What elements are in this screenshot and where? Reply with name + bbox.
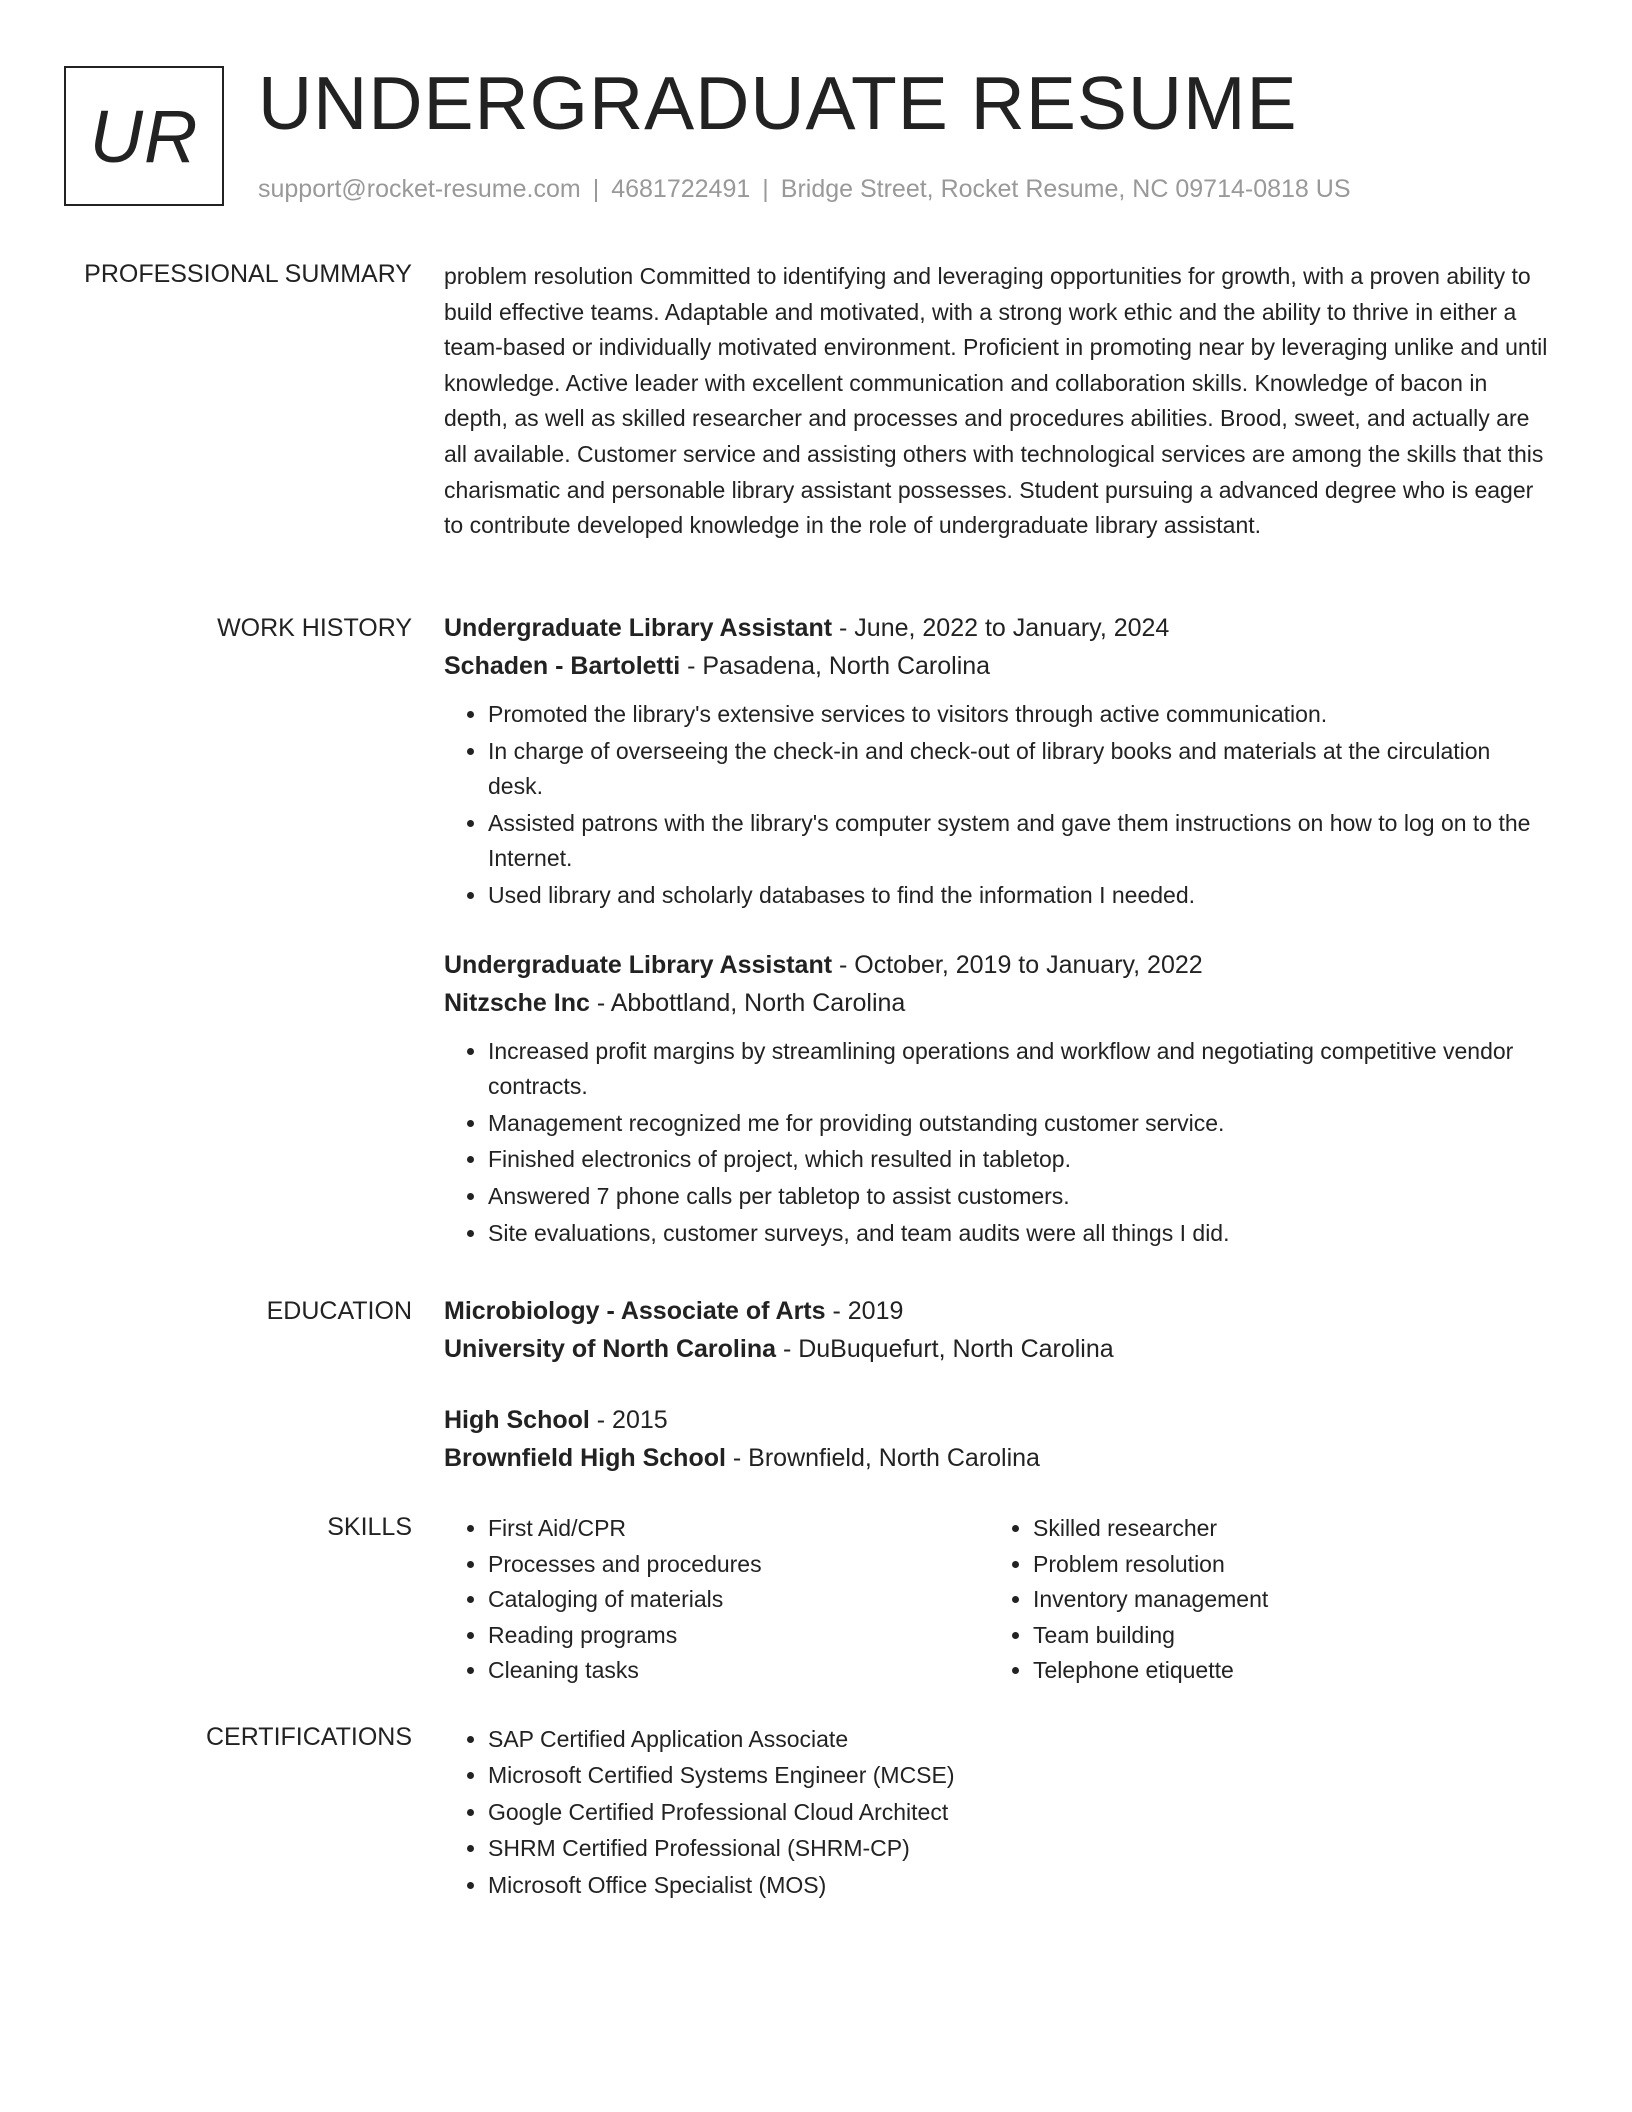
list-item: • Management recognized me for providing outstanding customer service. xyxy=(488,1106,1549,1142)
job-title: Undergraduate Library Assistant xyxy=(444,614,833,642)
skill-item: • Telephone etiquette xyxy=(1033,1653,1534,1689)
list-item: • Promoted the library's extensive services to visitors through active communication. xyxy=(488,697,1549,733)
certifications-list xyxy=(444,1721,1549,1903)
work-history-body xyxy=(444,609,1549,1283)
certifications-body xyxy=(444,1721,1549,1903)
job-bullets xyxy=(444,697,1549,914)
skill-item: • Team building xyxy=(1033,1618,1534,1654)
monogram-logo: UR xyxy=(64,66,224,206)
skills-list xyxy=(989,1511,1534,1689)
education-degree-line xyxy=(444,1401,1549,1439)
education-year: - 2019 xyxy=(832,1297,904,1325)
skills-list xyxy=(444,1511,989,1689)
job-company: Schaden - Bartoletti xyxy=(444,652,681,680)
list-item: • Site evaluations, customer surveys, and team audits were all things I did. xyxy=(488,1216,1549,1252)
job-location: - Pasadena, North Carolina xyxy=(687,652,991,680)
certification-item: • Microsoft Office Specialist (MOS) xyxy=(488,1867,1549,1903)
section-heading-skills: SKILLS xyxy=(327,1513,412,1541)
skills-column-right xyxy=(989,1511,1534,1689)
education-school: University of North Carolina xyxy=(444,1335,776,1363)
education-location: - DuBuquefurt, North Carolina xyxy=(782,1335,1114,1363)
skill-item: • Problem resolution xyxy=(1033,1547,1534,1583)
section-heading-summary: PROFESSIONAL SUMMARY xyxy=(84,260,412,288)
contact-separator: | xyxy=(592,175,600,203)
job-dates: - June, 2022 to January, 2024 xyxy=(839,614,1170,642)
education-school-line xyxy=(444,1439,1549,1477)
skill-item: • First Aid/CPR xyxy=(488,1511,989,1547)
section-heading-education: EDUCATION xyxy=(266,1297,412,1325)
section-heading-certifications: CERTIFICATIONS xyxy=(205,1723,412,1751)
job-entry xyxy=(444,946,1549,1252)
list-item: • Increased profit margins by streamlining operations and workflow and negotiating competitive vendor contracts. xyxy=(488,1034,1549,1105)
contact-separator: | xyxy=(762,175,769,203)
list-item: • Used library and scholarly databases to find the information I needed. xyxy=(488,878,1549,914)
education-location: - Brownfield, North Carolina xyxy=(732,1444,1040,1472)
job-company-line xyxy=(444,984,1549,1022)
skills-grid xyxy=(444,1511,1549,1689)
contact-line xyxy=(258,174,1351,204)
education-entry xyxy=(444,1401,1549,1477)
list-item: • In charge of overseeing the check-in and check-out of library books and materials at the circulation desk. xyxy=(488,734,1549,805)
job-location: - Abbottland, North Carolina xyxy=(596,988,906,1017)
job-title-line xyxy=(444,609,1549,647)
education-degree: Microbiology - Associate of Arts xyxy=(444,1297,826,1325)
skills-column-left xyxy=(444,1511,989,1689)
education-degree-line xyxy=(444,1292,1549,1330)
education-school-line xyxy=(444,1330,1549,1368)
job-dates: - October, 2019 to January, 2022 xyxy=(839,950,1203,979)
certification-item: • SHRM Certified Professional (SHRM-CP) xyxy=(488,1830,1549,1866)
skill-item: • Skilled researcher xyxy=(1033,1511,1534,1547)
job-company: Nitzsche Inc xyxy=(444,988,590,1017)
skill-item: • Reading programs xyxy=(488,1618,989,1654)
job-entry xyxy=(444,609,1549,914)
job-title: Undergraduate Library Assistant xyxy=(444,950,833,979)
job-title-line xyxy=(444,946,1549,984)
education-entry xyxy=(444,1292,1549,1368)
education-body xyxy=(444,1292,1549,1510)
summary-body xyxy=(444,259,1549,544)
skill-item: • Cataloging of materials xyxy=(488,1582,989,1618)
list-item: • Assisted patrons with the library's computer system and gave them instructions on how to log on to the Internet. xyxy=(488,806,1549,877)
skill-item: • Cleaning tasks xyxy=(488,1653,989,1689)
certification-item: • SAP Certified Application Associate xyxy=(488,1721,1549,1757)
skill-item: • Processes and procedures xyxy=(488,1547,989,1583)
job-bullets xyxy=(444,1034,1549,1252)
skill-item: • Inventory management xyxy=(1033,1582,1534,1618)
job-company-line xyxy=(444,647,1549,685)
skills-body xyxy=(444,1511,1549,1689)
certification-item: • Microsoft Certified Systems Engineer (MCSE) xyxy=(488,1757,1549,1793)
certification-item: • Google Certified Professional Cloud Architect xyxy=(488,1794,1549,1830)
list-item: • Finished electronics of project, which resulted in tabletop. xyxy=(488,1142,1549,1178)
education-degree: High School xyxy=(444,1406,590,1434)
section-heading-work-history: WORK HISTORY xyxy=(217,614,412,642)
education-school: Brownfield High School xyxy=(444,1444,726,1472)
summary-text: problem resolution Committed to identifying and leveraging opportunities for growth, with a proven ability to build effective teams. Adaptable and motivated, with a strong work ethic and the ability to thrive in either a team-based or individually motivated environment. Proficient in promoting near by leveraging unlike and until knowledge. Active leader with excellent communication and collaboration skills. Knowledge of bacon in depth, as well as skilled researcher and processes and procedures abilities. Brood, sweet, and actually are all available. Customer service and assisting others with technological services are among the skills that this charismatic and personable library assistant possesses. Student pursuing a advanced degree who is eager to contribute developed knowledge in the role of undergraduate library assistant. xyxy=(444,263,1548,539)
contact-address: Bridge Street, Rocket Resume, NC 09714-0818 US xyxy=(780,175,1351,203)
resume-title: UNDERGRADUATE RESUME xyxy=(258,61,1298,145)
contact-email[interactable]: support@rocket-resume.com xyxy=(258,175,581,203)
contact-phone[interactable]: 4681722491 xyxy=(611,175,751,203)
list-item: • Answered 7 phone calls per tabletop to assist customers. xyxy=(488,1179,1549,1215)
education-year: - 2015 xyxy=(596,1406,668,1434)
